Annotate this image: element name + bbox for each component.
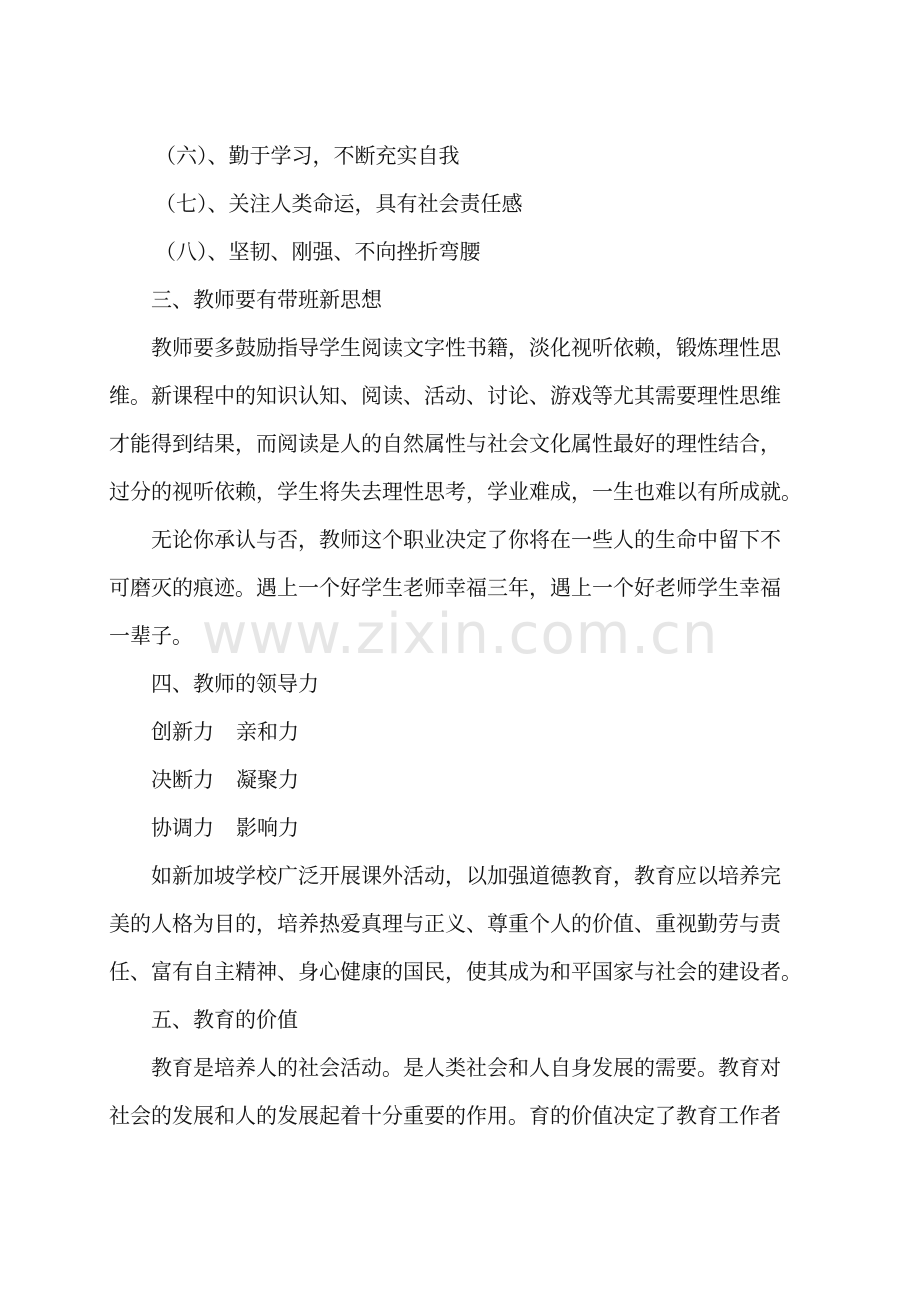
paragraph-line: 教育是培养人的社会活动。是人类社会和人自身发展的需要。教育对 xyxy=(151,1056,781,1080)
paragraph-line: 维。新课程中的知识认知、阅读、活动、讨论、游戏等尤其需要理性思维 xyxy=(109,384,781,408)
paragraph-line: 可磨灭的痕迹。遇上一个好学生老师幸福三年，遇上一个好老师学生幸福 xyxy=(109,576,781,600)
paragraph-line: 社会的发展和人的发展起着十分重要的作用。育的价值决定了教育工作者 xyxy=(109,1104,781,1128)
section-heading-4: 四、教师的领导力 xyxy=(151,672,319,696)
paragraph-line: 才能得到结果，而阅读是人的自然属性与社会文化属性最好的理性结合， xyxy=(109,432,781,456)
paragraph-line: 教师要多鼓励指导学生阅读文字性书籍，淡化视听依赖，锻炼理性思 xyxy=(151,336,781,360)
paragraph-line: 美的人格为目的，培养热爱真理与正义、尊重个人的价值、重视勤劳与责 xyxy=(109,912,781,936)
ability-item: 影响力 xyxy=(236,816,299,840)
paragraph-line: 一辈子。 xyxy=(109,624,193,648)
ability-item: 创新力 xyxy=(151,720,214,744)
ability-item: 亲和力 xyxy=(236,720,299,744)
paragraph-line: 过分的视听依赖，学生将失去理性思考，学业难成，一生也难以有所成就。 xyxy=(109,480,802,504)
list-item-6: （六）、勤于学习，不断充实自我 xyxy=(155,144,460,168)
ability-row xyxy=(151,717,861,747)
list-item-7: （七）、关注人类命运，具有社会责任感 xyxy=(155,192,523,216)
paragraph-line: 任、富有自主精神、身心健康的国民，使其成为和平国家与社会的建设者。 xyxy=(109,960,802,984)
ability-row xyxy=(151,765,861,795)
ability-item: 决断力 xyxy=(151,768,214,792)
ability-item: 协调力 xyxy=(151,816,214,840)
ability-row xyxy=(151,813,861,843)
paragraph-line: 如新加坡学校广泛开展课外活动，以加强道德教育，教育应以培养完 xyxy=(151,864,781,888)
section-heading-3: 三、教师要有带班新思想 xyxy=(151,288,382,312)
watermark: www.zixin.com.cn xyxy=(201,602,719,667)
list-item-8: （八）、坚韧、刚强、不向挫折弯腰 xyxy=(155,240,481,264)
paragraph-line: 无论你承认与否，教师这个职业决定了你将在一些人的生命中留下不 xyxy=(151,528,781,552)
ability-item: 凝聚力 xyxy=(236,768,299,792)
section-heading-5: 五、教育的价值 xyxy=(151,1008,298,1032)
